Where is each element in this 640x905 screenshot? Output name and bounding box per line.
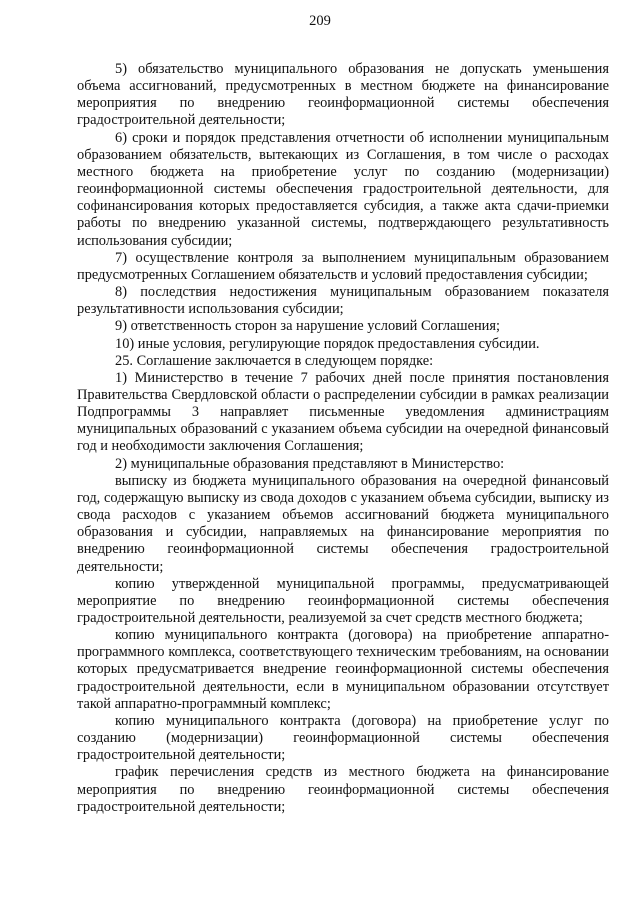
- paragraph-item-8: 8) последствия недостижения муниципальным образованием показателя результативности использования субсидии;: [77, 284, 609, 318]
- paragraph-services-contract-copy: копию муниципального контракта (договора) на приобретение услуг по созданию (модернизации) геоинформационной системы обеспечения градостроительной деятельности;: [77, 712, 609, 764]
- paragraph-step-1: 1) Министерство в течение 7 рабочих дней после принятия постановления Правительства Свердловской области о распределении субсидии в рамках реализации Подпрограммы 3 направляет письменные уведомления администрациям муниципальных образований с указанием объема субсидии на очередной финансовый год и необходимости заключения Соглашения;: [77, 369, 609, 455]
- paragraph-item-10: 10) иные условия, регулирующие порядок предоставления субсидии.: [115, 335, 540, 352]
- page-number: 209: [309, 13, 331, 29]
- paragraph-item-9: 9) ответственность сторон за нарушение условий Соглашения;: [115, 318, 500, 335]
- paragraph-step-2: 2) муниципальные образования представляют в Министерство:: [115, 455, 505, 472]
- paragraph-item-6: 6) сроки и порядок представления отчетности об исполнении муниципальным образованием обязательств, вытекающих из Соглашения, в том числе о расходах местного бюджета на приобретение услуг по созданию (модернизации) геоинформационной системы обеспечения градостроительной деятельности, для софинансирования которых предоставляется субсидия, а также акта сдачи-приемки работы по внедрению указанной системы, подтверждающего результативность использования субсидии;: [77, 129, 609, 249]
- paragraph-transfer-schedule: график перечисления средств из местного бюджета на финансирование мероприятия по внедрению геоинформационной системы обеспечения градостроительной деятельности;: [77, 764, 609, 815]
- paragraph-item-7: 7) осуществление контроля за выполнением муниципальным образованием предусмотренных Соглашением обязательств и условий предоставления субсидии;: [77, 249, 609, 283]
- document-body: [77, 61, 609, 816]
- paragraph-budget-extract: выписку из бюджета муниципального образования на очередной финансовый год, содержащую выписку из свода доходов с указанием объема субсидии, выписку из свода расходов с указанием объемов ассигнований бюджета муниципального образования и субсидии, направляемых на финансирование мероприятия по внедрению геоинформационной системы обеспечения градостроительной деятельности;: [77, 472, 609, 575]
- paragraph-item-5: 5) обязательство муниципального образования не допускать уменьшения объема ассигнований, предусмотренных в местном бюджете на финансирование мероприятия по внедрению геоинформационной системы обеспечения градостроительной деятельности;: [77, 61, 609, 129]
- paragraph-hardware-contract-copy: копию муниципального контракта (договора) на приобретение аппаратно-программного комплекса, соответствующего техническим требованиям, на основании которых предусматривается внедрение геоинформационной системы обеспечения градостроительной деятельности, если в муниципальном образовании отсутствует такой аппаратно-программный комплекс;: [77, 627, 609, 712]
- paragraph-municipal-program-copy: копию утвержденной муниципальной программы, предусматривающей мероприятие по внедрению геоинформационной системы обеспечения градостроительной деятельности, реализуемой за счет средств местного бюджета;: [77, 575, 609, 626]
- paragraph-section-25: 25. Соглашение заключается в следующем порядке:: [115, 352, 434, 369]
